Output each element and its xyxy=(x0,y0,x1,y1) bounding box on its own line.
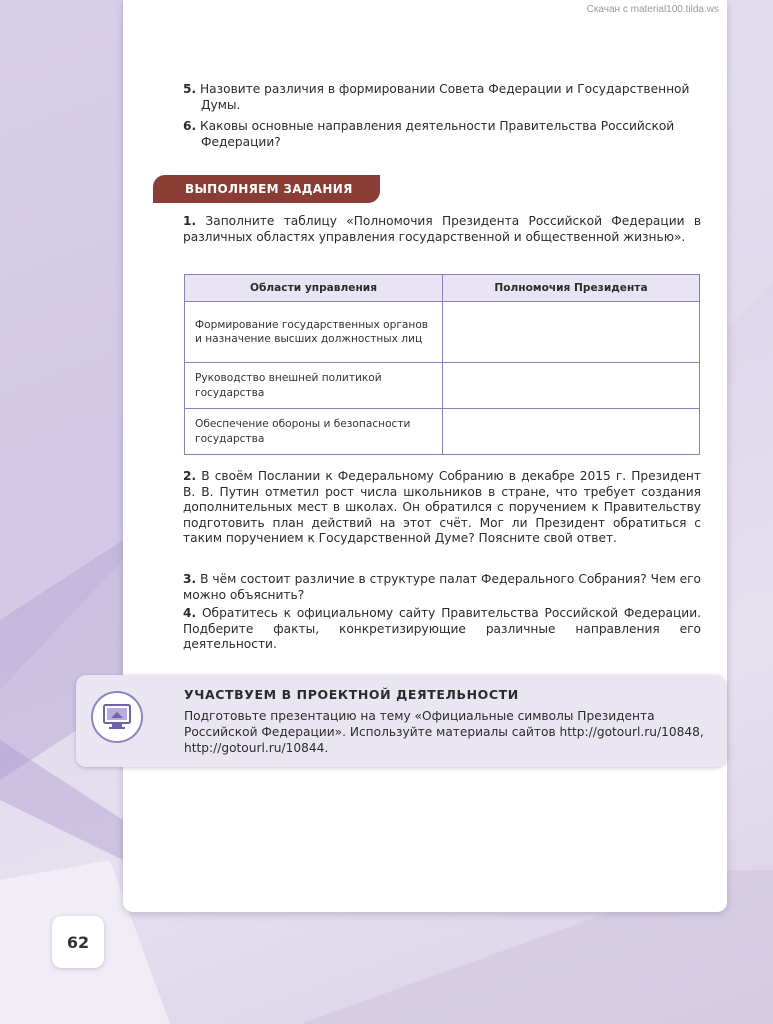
table-header-powers: Полномочия Президента xyxy=(443,275,700,302)
question-6: 6. Каковы основные направления деятельности Правительства Российской Федерации? xyxy=(183,119,675,149)
project-text: Подготовьте презентацию на тему «Официальные символы Президента Российской Федерации». Используйте материалы сайтов http://gotourl.ru/10848, http://gotourl.ru/10844. xyxy=(184,709,704,755)
table-cell-powers xyxy=(443,363,700,409)
watermark: Скачан с material100.tilda.ws xyxy=(586,4,719,15)
table-cell-area: Обеспечение обороны и безопасности государства xyxy=(185,409,443,455)
powers-table xyxy=(184,274,700,455)
project-box xyxy=(76,675,726,767)
monitor-icon xyxy=(91,691,143,743)
section-banner: ВЫПОЛНЯЕМ ЗАДАНИЯ xyxy=(153,175,380,203)
table-row xyxy=(185,302,700,363)
task-4: 4. Обратитесь к официальному сайту Правительства Российской Федерации. Подберите факты, конкретизирующие различные направления его деятельности. xyxy=(183,606,701,651)
table-row xyxy=(185,409,700,455)
table-row xyxy=(185,363,700,409)
page-number: 62 xyxy=(52,916,104,968)
question-5: 5. Назовите различия в формировании Совета Федерации и Государственной Думы. xyxy=(183,82,690,112)
table-cell-area: Формирование государственных органов и назначение высших должностных лиц xyxy=(185,302,443,363)
task-2: 2. В своём Послании к Федеральному Собранию в декабре 2015 г. Президент В. В. Путин отметил рост числа школьников в стране, что требует создания дополнительных мест в школах. Он обратился с поручением к Правительству подготовить план действий на этот счёт. Мог ли Президент обратиться с таким поручением к Государственной Думе? Поясните свой ответ. xyxy=(183,469,701,545)
table-cell-powers xyxy=(443,302,700,363)
task-1: 1. Заполните таблицу «Полномочия Президента Российской Федерации в различных областях управления государственной и общественной жизнью». xyxy=(183,214,701,244)
table-cell-area: Руководство внешней политикой государства xyxy=(185,363,443,409)
table-header-row xyxy=(185,275,700,302)
task-3: 3. В чём состоит различие в структуре палат Федерального Собрания? Чем его можно объяснить? xyxy=(183,572,701,602)
table-header-area: Области управления xyxy=(185,275,443,302)
project-title: УЧАСТВУЕМ В ПРОЕКТНОЙ ДЕЯТЕЛЬНОСТИ xyxy=(184,687,519,702)
table-cell-powers xyxy=(443,409,700,455)
